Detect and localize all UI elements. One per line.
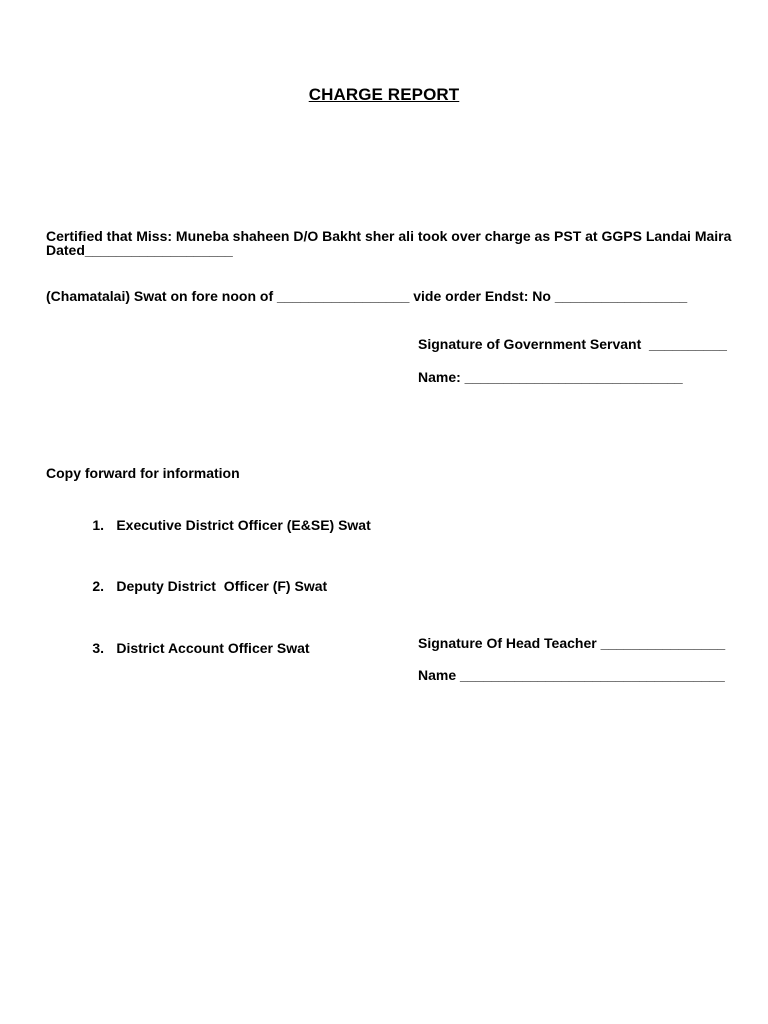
document-title: CHARGE REPORT bbox=[308, 85, 460, 104]
government-servant-signature: Signature of Government Servant __________ bbox=[418, 336, 727, 352]
list-item-text: Deputy District Officer (F) Swat bbox=[116, 578, 328, 594]
list-item bbox=[46, 556, 371, 618]
government-servant-name: Name: ____________________________ bbox=[418, 369, 683, 385]
list-item-number: 3. bbox=[92, 639, 105, 656]
copy-forward-list bbox=[46, 494, 371, 679]
list-item-number: 1. bbox=[92, 516, 105, 533]
head-teacher-name: Name __________________________________ bbox=[418, 667, 725, 683]
certificate-line-1: Certified that Miss: Muneba shaheen D/O Bakht sher ali took over charge as PST at GGPS Landai Maira bbox=[46, 228, 732, 244]
head-teacher-signature: Signature Of Head Teacher ________________ bbox=[418, 635, 726, 651]
list-item-text: Executive District Officer (E&SE) Swat bbox=[116, 516, 371, 533]
list-item-number: 2. bbox=[92, 578, 105, 594]
list-item-text: District Account Officer Swat bbox=[116, 639, 310, 656]
list-item bbox=[46, 494, 371, 556]
dated-line: Dated___________________ bbox=[46, 242, 233, 258]
certificate-paragraph bbox=[46, 186, 732, 346]
certificate-line-2: (Chamatalai) Swat on fore noon of _________________ vide order Endst: No _________________ bbox=[46, 288, 688, 304]
list-item bbox=[46, 617, 371, 679]
copy-forward-heading: Copy forward for information bbox=[46, 465, 240, 481]
